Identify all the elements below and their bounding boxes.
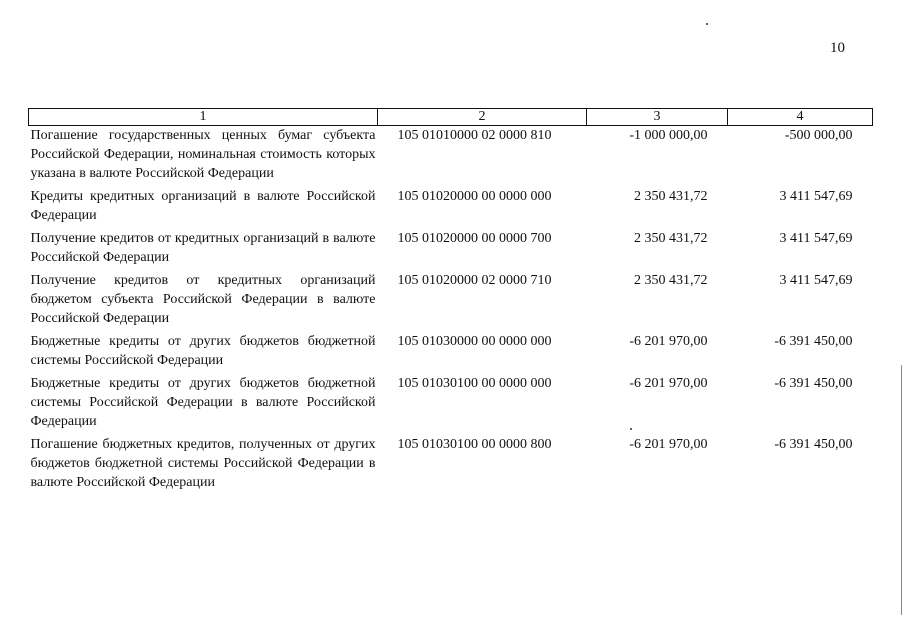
row-value-col4: -500 000,00 [784, 128, 853, 143]
table-row [29, 374, 873, 435]
row-code-cell: 105 01030000 00 0000 000 [397, 334, 552, 349]
row-value-col3: 2 350 431,72 [634, 189, 708, 204]
column-header: 1 [29, 109, 378, 126]
scan-speck [706, 23, 708, 25]
column-header: 4 [728, 109, 873, 126]
column-header: 3 [587, 109, 728, 126]
page-number: 10 [830, 40, 845, 56]
data-table [28, 108, 873, 496]
row-code-cell: 105 01020000 02 0000 710 [397, 273, 552, 288]
row-name-cell: Бюджетные кредиты от других бюджетов бюджетной системы Российской Федерации в валюте Российской Федерации [30, 376, 376, 429]
row-value-col4: -6 391 450,00 [774, 334, 853, 349]
table-row [29, 187, 873, 229]
row-name-cell: Получение кредитов от кредитных организаций в валюте Российской Федерации [30, 231, 376, 265]
row-value-col4: 3 411 547,69 [779, 273, 853, 288]
row-value-col4: 3 411 547,69 [779, 189, 853, 204]
row-value-col3: -6 201 970,00 [629, 376, 708, 391]
row-code-cell: 105 01020000 00 0000 700 [397, 231, 552, 246]
row-name-cell: Погашение государственных ценных бумаг субъекта Российской Федерации, номинальная стоимость которых указана в валюте Российской Федерации [30, 128, 376, 181]
row-value-col3: -6 201 970,00 [629, 437, 708, 452]
row-value-col3: -6 201 970,00 [629, 334, 708, 349]
table-row [29, 126, 873, 188]
table-header-row [29, 109, 873, 126]
row-value-col3: -1 000 000,00 [629, 128, 708, 143]
row-name-cell: Погашение бюджетных кредитов, полученных от других бюджетов бюджетной системы Российской Федерации в валюте Российской Федерации [30, 437, 376, 490]
scan-edge-mark [901, 365, 902, 615]
row-value-col4: 3 411 547,69 [779, 231, 853, 246]
row-code-cell: 105 01010000 02 0000 810 [397, 128, 552, 143]
table-row [29, 271, 873, 332]
column-header: 2 [378, 109, 587, 126]
row-code-cell: 105 01030100 00 0000 800 [397, 437, 552, 452]
row-code-cell: 105 01020000 00 0000 000 [397, 189, 552, 204]
row-name-cell: Кредиты кредитных организаций в валюте Российской Федерации [30, 189, 376, 223]
table-row [29, 435, 873, 496]
row-name-cell: Бюджетные кредиты от других бюджетов бюджетной системы Российской Федерации [30, 334, 376, 368]
table-row [29, 229, 873, 271]
row-code-cell: 105 01030100 00 0000 000 [397, 376, 552, 391]
table-row [29, 332, 873, 374]
row-value-col3: 2 350 431,72 [634, 231, 708, 246]
row-value-col3: 2 350 431,72 [634, 273, 708, 288]
row-value-col4: -6 391 450,00 [774, 376, 853, 391]
row-value-col4: -6 391 450,00 [774, 437, 853, 452]
row-name-cell: Получение кредитов от кредитных организаций бюджетом субъекта Российской Федерации в валюте Российской Федерации [30, 273, 376, 326]
